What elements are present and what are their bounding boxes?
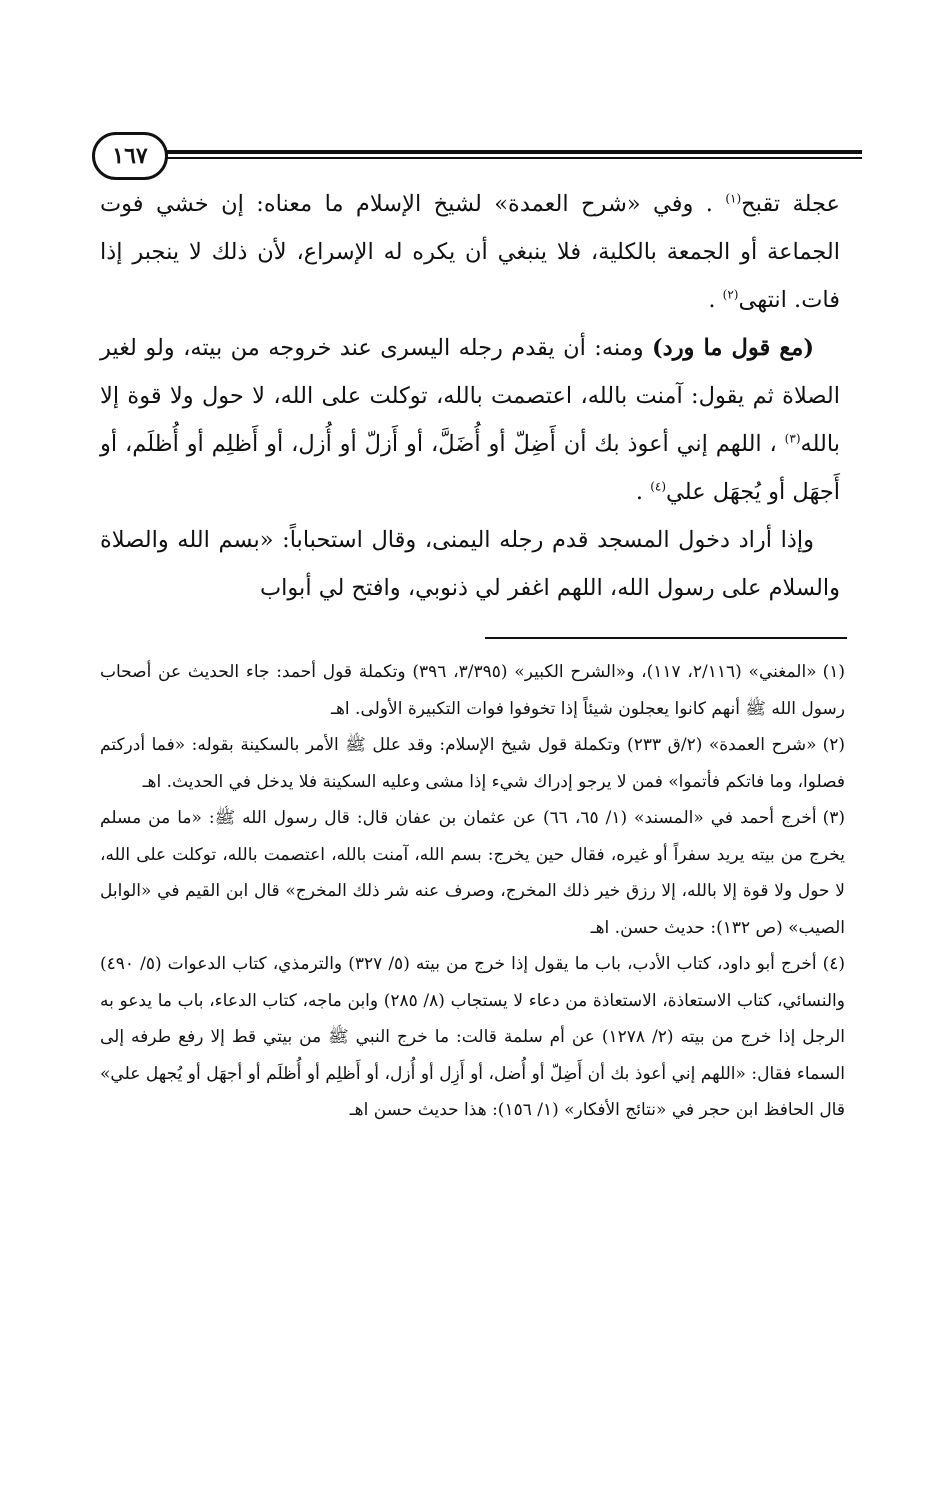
main-text: [100, 180, 840, 612]
footnote-text: أخرج أبو داود، كتاب الأدب، باب ما يقول إذا خرج من بيته (٥/ ٣٢٧) والترمذي، كتاب الدعوات (٥/ ٤٩٠) والنسائي، كتاب الاستعاذة، الاستعاذة من دعاء لا يستجاب (٨/ ٢٨٥) وابن ماجه، كتاب الدعاء، باب ما يدعو به الرجل إذا خرج من بيته (٢/ ١٢٧٨) عن أم سلمة قالت: ما خرج النبي ﷺ من بيتي قط إلا رفع طرفه إلى السماء فقال: «اللهم إني أعوذ بك أن أَضِلّ أو أُضل، أو أَزِل أو أُزل، أو أَظلِم أو أُظلَم أو أجهَل أو يُجهل علي» قال الحافظ ابن حجر في «نتائج الأفكار» (١/ ١٥٦): هذا حديث حسن اهـ: [100, 954, 845, 1120]
footnote-ref[interactable]: (٣): [784, 431, 801, 446]
header-rule-thick: [152, 150, 862, 154]
footnote-ref[interactable]: (٤): [650, 479, 667, 494]
paragraph: [100, 324, 840, 516]
footnote-text: «شرح العمدة» (٢/ق ٢٣٣) وتكملة قول شيخ الإسلام: وقد علل ﷺ الأمر بالسكينة بقوله: «فما أدركتم فصلوا، وما فاتكم فأتموا» فمن لا يرجو إدراك شيء إذا مشى وعليه السكينة فلا يدخل في الحديث. اهـ: [100, 735, 845, 792]
text-run: وإذا أراد دخول المسجد قدم رجله اليمنى، وقال استحباباً: «بسم الله والصلاة والسلام على رسول الله، اللهم اغفر لي ذنوبي، وافتح لي أبواب: [100, 527, 840, 601]
footnote-number: (٣): [822, 808, 845, 828]
footnote-number: (٢): [822, 735, 845, 755]
text-run: عجلة تقبح: [741, 191, 840, 217]
footnote: [100, 946, 845, 1129]
text-run: .: [635, 479, 651, 505]
footnote-ref[interactable]: (١): [725, 191, 742, 206]
text-run: ومنه: أن يقدم رجله اليسرى عند خروجه من بيته، ولو لغير الصلاة ثم يقول: آمنت بالله، اعتصمت بالله، توكلت على الله، لا حول ولا قوة إلا بالله: [100, 335, 840, 457]
page-number: ١٦٧: [92, 132, 168, 180]
footnote-text: أخرج أحمد في «المسند» (١/ ٦٥، ٦٦) عن عثمان بن عفان قال: قال رسول الله ﷺ: «ما من مسلم يخرج من بيته يريد سفراً أو غيره، فقال حين يخرج: بسم الله، آمنت بالله، اعتصمت بالله، توكلت على الله، لا حول ولا قوة إلا بالله، إلا رزق خير ذلك المخرج، وصرف عنه شر ذلك المخرج» قال ابن القيم في «الوابل الصيب» (ص ١٣٢): حديث حسن. اهـ: [100, 808, 845, 938]
text-run: ، اللهم إني أعوذ بك أن أَضِلّ أو أُضَلَّ، أو أَزلّ أو أُزل، أو أَظلِم أو أُظلَم، أو أَجهَل أو يُجهَل علي: [100, 431, 840, 505]
page-header: [92, 132, 862, 178]
bold-phrase: (مع قول ما ورد): [652, 335, 814, 361]
text-run: .: [708, 287, 723, 313]
paragraph: [100, 516, 840, 612]
footnote: [100, 654, 845, 727]
text-run: . وفي «شرح العمدة» لشيخ الإسلام ما معناه: إن خشي فوت الجماعة أو الجمعة بالكلية، فلا ينبغي أن يكره له الإسراع، لأن ذلك لا ينجبر إذا فات. انتهى: [100, 191, 840, 313]
footnote-number: (٤): [822, 954, 845, 974]
footnote-ref[interactable]: (٢): [722, 287, 739, 302]
footnotes: [100, 654, 845, 1129]
footnote: [100, 727, 845, 800]
footnote-separator: [485, 637, 847, 639]
header-rule-thin: [156, 157, 862, 159]
footnote: [100, 800, 845, 946]
footnote-text: «المغني» (٢/١١٦، ١١٧)، و«الشرح الكبير» (٣/٣٩٥، ٣٩٦) وتكملة قول أحمد: جاء الحديث عن أصحاب رسول الله ﷺ أنهم كانوا يعجلون شيئاً إذا تخوفوا فوات التكبيرة الأولى. اهـ: [100, 662, 845, 719]
footnote-number: (١): [822, 662, 846, 682]
paragraph: [100, 180, 840, 324]
